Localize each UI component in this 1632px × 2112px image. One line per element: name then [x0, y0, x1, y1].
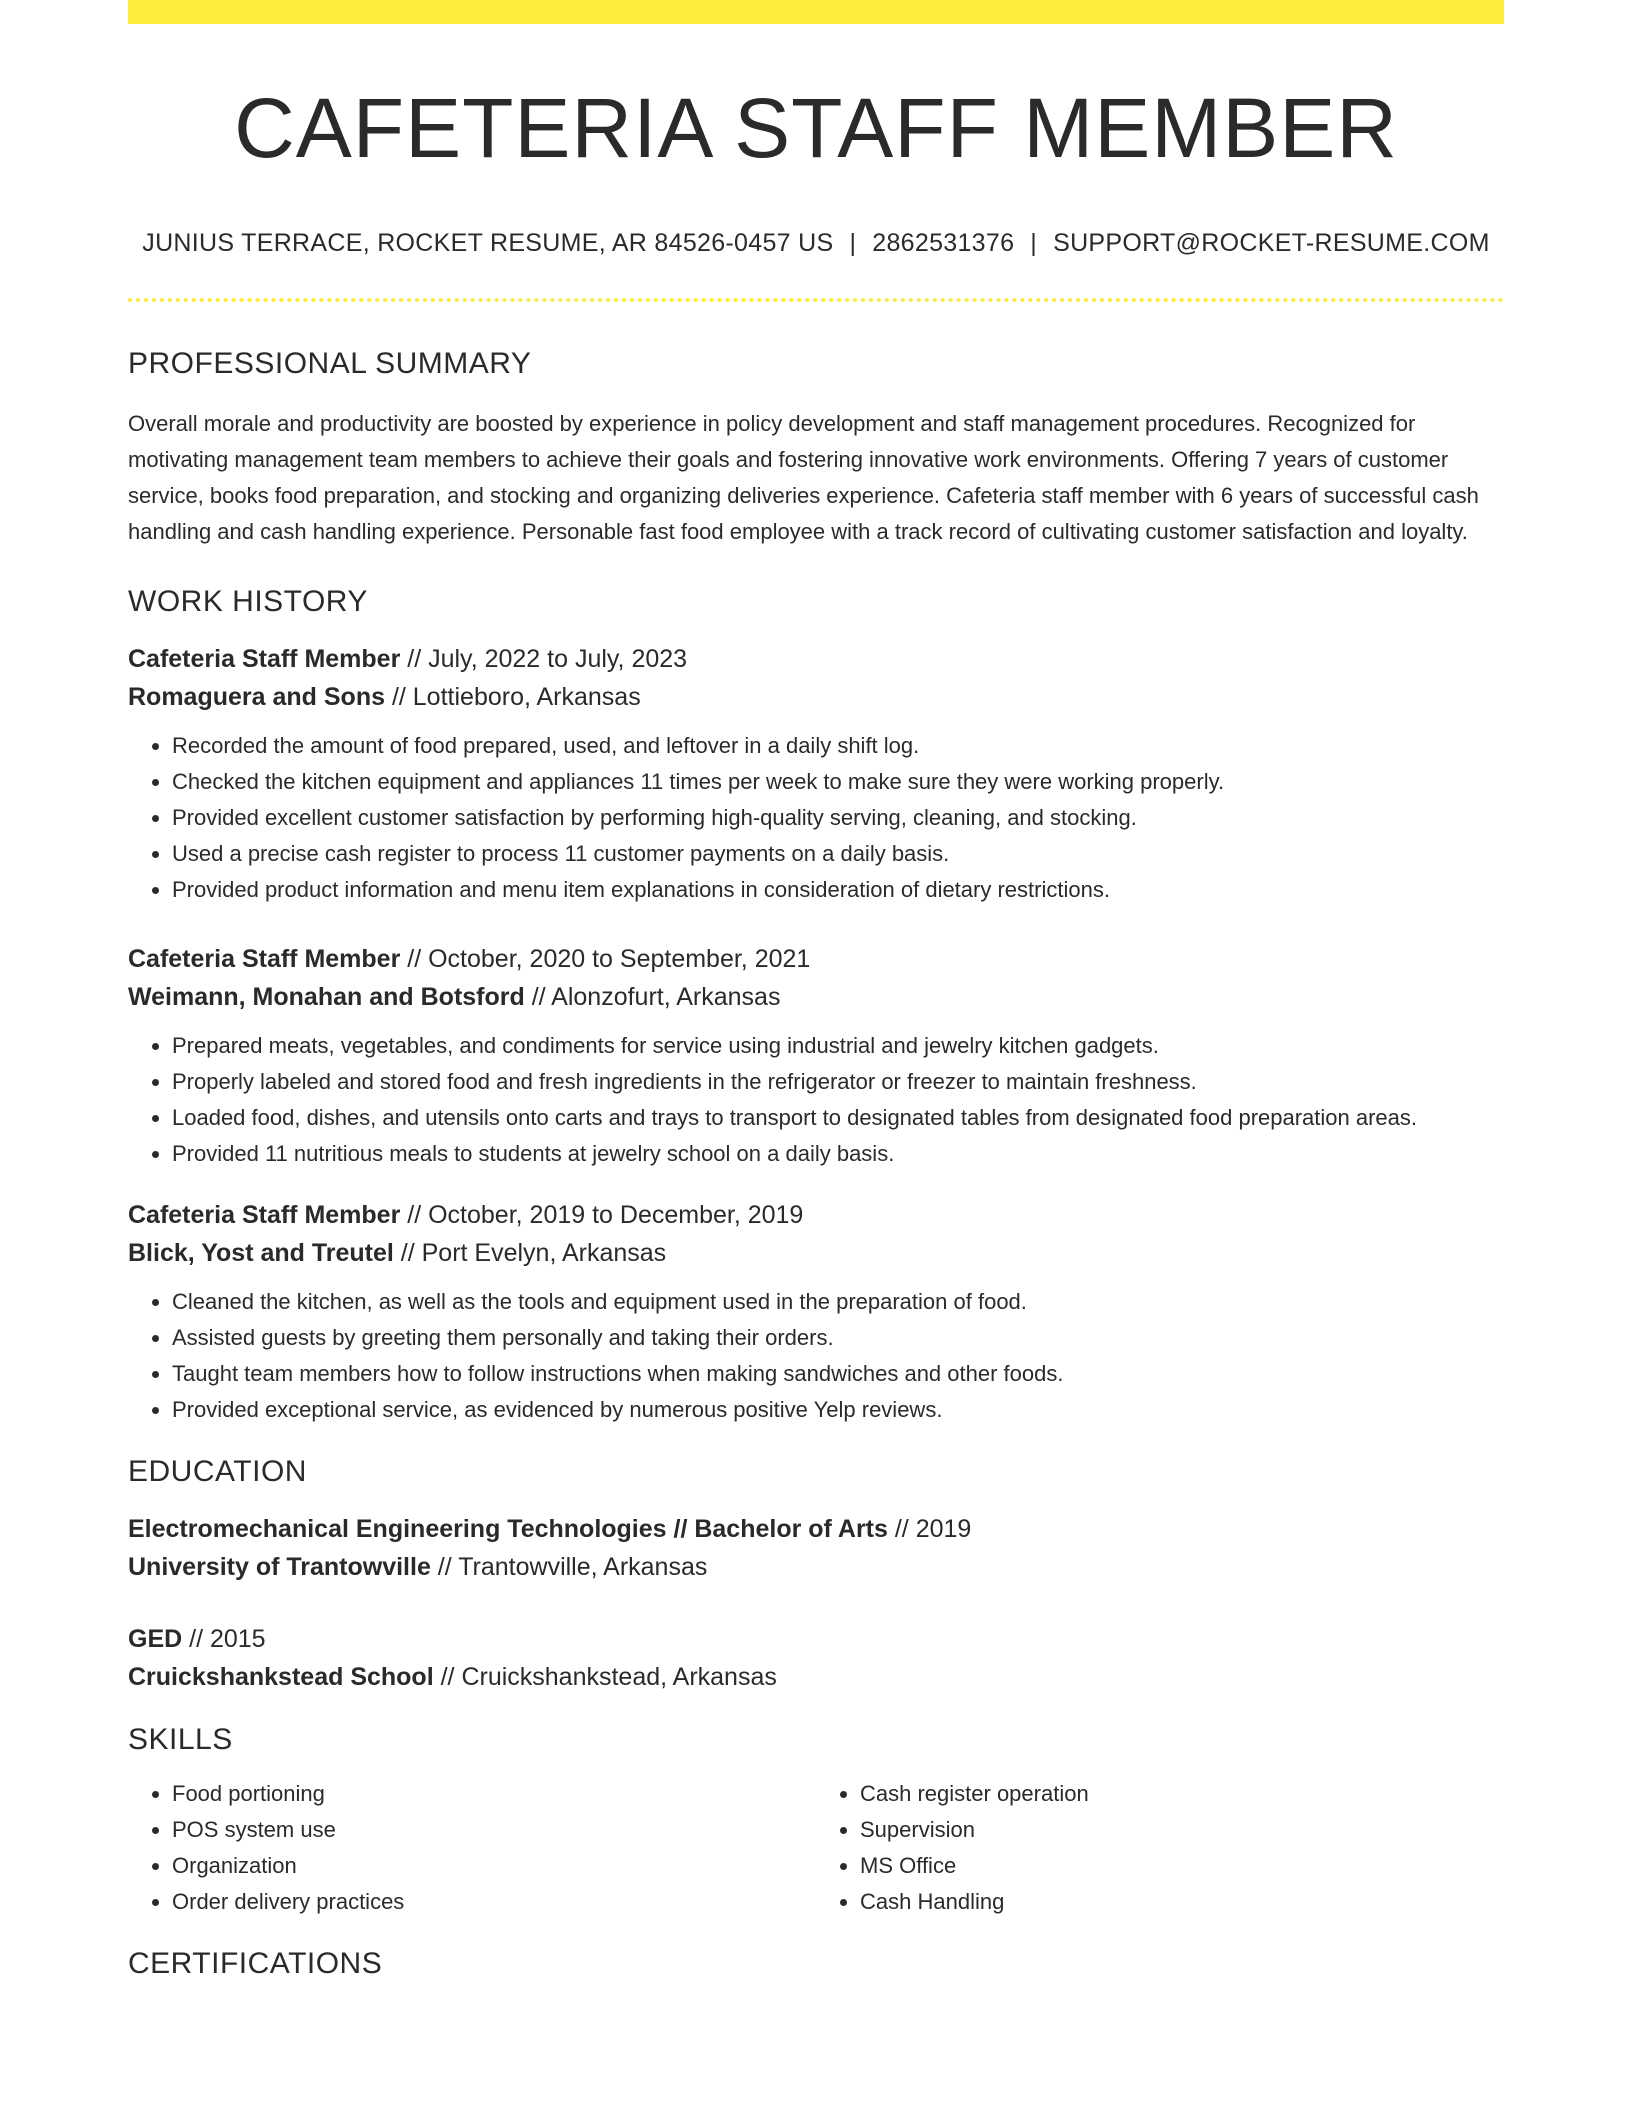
contact-line	[128, 228, 1504, 258]
job-company: Blick, Yost and Treutel	[128, 1239, 394, 1268]
list-item: • Provided 11 nutritious meals to students at jewelry school on a daily basis.	[172, 1136, 1504, 1172]
education-year: // 2019	[887, 1515, 972, 1544]
education-entry	[128, 1510, 1504, 1586]
certifications-title: CERTIFICATIONS	[128, 1947, 383, 1981]
job-dates: // October, 2020 to September, 2021	[400, 945, 811, 974]
skill-item: • Organization	[172, 1848, 816, 1884]
list-item: • Loaded food, dishes, and utensils onto carts and trays to transport to designated tables from designated food preparation areas.	[172, 1100, 1504, 1136]
list-item: • Provided excellent customer satisfaction by performing high-quality serving, cleaning, and stocking.	[172, 800, 1504, 836]
skill-item: • Supervision	[860, 1812, 1504, 1848]
summary-text: Overall morale and productivity are boosted by experience in policy development and staff management procedures. Recognized for motivating management team members to achieve their goals and fostering innovative work environments. Offering 7 years of customer service, books food preparation, and stocking and organizing deliveries experience. Cafeteria staff member with 6 years of successful cash handling and cash handling experience. Personable fast food employee with a track record of cultivating customer satisfaction and loyalty.	[128, 411, 1479, 545]
skill-item: • Food portioning	[172, 1776, 816, 1812]
list-item: • Provided exceptional service, as evidenced by numerous positive Yelp reviews.	[172, 1392, 1504, 1428]
skill-item: • Cash register operation	[860, 1776, 1504, 1812]
list-item: • Used a precise cash register to process 11 customer payments on a daily basis.	[172, 836, 1504, 872]
list-item: • Checked the kitchen equipment and appliances 11 times per week to make sure they were working properly.	[172, 764, 1504, 800]
job-dates: // October, 2019 to December, 2019	[400, 1201, 804, 1230]
job-title-line	[128, 940, 1504, 978]
skills-left-list	[128, 1776, 816, 1920]
education-school: Cruickshankstead School	[128, 1663, 434, 1692]
contact-email[interactable]: SUPPORT@ROCKET-RESUME.COM	[1053, 229, 1490, 258]
education-degree-line	[128, 1510, 1504, 1548]
skills-right-list	[816, 1776, 1504, 1920]
accent-top-bar	[128, 0, 1504, 24]
job-bullets	[128, 728, 1504, 908]
contact-phone: 2862531376	[872, 229, 1015, 258]
job-company: Romaguera and Sons	[128, 683, 385, 712]
summary-title: PROFESSIONAL SUMMARY	[128, 347, 532, 381]
education-title: EDUCATION	[128, 1455, 307, 1489]
skill-item: • MS Office	[860, 1848, 1504, 1884]
education-location: // Cruickshankstead, Arkansas	[433, 1663, 777, 1692]
job-company-line	[128, 678, 1504, 716]
job-entry	[128, 940, 1504, 1172]
education-entry	[128, 1620, 1504, 1696]
job-location: // Lottieboro, Arkansas	[385, 683, 641, 712]
job-location: // Alonzofurt, Arkansas	[524, 983, 781, 1012]
contact-address: JUNIUS TERRACE, ROCKET RESUME, AR 84526-0457 US	[142, 229, 834, 258]
list-item: • Assisted guests by greeting them personally and taking their orders.	[172, 1320, 1504, 1356]
work-history-title: WORK HISTORY	[128, 585, 368, 619]
education-degree: GED	[128, 1625, 183, 1654]
contact-separator: |	[1030, 229, 1038, 258]
list-item: • Recorded the amount of food prepared, used, and leftover in a daily shift log.	[172, 728, 1504, 764]
education-school-line	[128, 1548, 1504, 1586]
list-item: • Cleaned the kitchen, as well as the tools and equipment used in the preparation of food.	[172, 1284, 1504, 1320]
job-company-line	[128, 1234, 1504, 1272]
contact-separator: |	[849, 229, 857, 258]
list-item: • Properly labeled and stored food and fresh ingredients in the refrigerator or freezer to maintain freshness.	[172, 1064, 1504, 1100]
list-item: • Prepared meats, vegetables, and condiments for service using industrial and jewelry kitchen gadgets.	[172, 1028, 1504, 1064]
job-role: Cafeteria Staff Member	[128, 1201, 401, 1230]
resume-page	[128, 0, 1504, 1982]
skills-columns	[128, 1776, 1504, 1920]
education-degree: Electromechanical Engineering Technologies // Bachelor of Arts	[128, 1515, 888, 1544]
skill-item: • Cash Handling	[860, 1884, 1504, 1920]
skills-title: SKILLS	[128, 1723, 233, 1757]
job-role: Cafeteria Staff Member	[128, 945, 401, 974]
skill-item: • Order delivery practices	[172, 1884, 816, 1920]
list-item: • Taught team members how to follow instructions when making sandwiches and other foods.	[172, 1356, 1504, 1392]
job-company: Weimann, Monahan and Botsford	[128, 983, 525, 1012]
education-year: // 2015	[182, 1625, 266, 1654]
job-location: // Port Evelyn, Arkansas	[393, 1239, 667, 1268]
job-entry	[128, 640, 1504, 908]
list-item: • Provided product information and menu item explanations in consideration of dietary restrictions.	[172, 872, 1504, 908]
job-title-line	[128, 640, 1504, 678]
education-degree-line	[128, 1620, 1504, 1658]
job-dates: // July, 2022 to July, 2023	[400, 645, 688, 674]
education-school-line	[128, 1658, 1504, 1696]
education-location: // Trantowville, Arkansas	[430, 1553, 708, 1582]
dotted-divider	[128, 298, 1504, 302]
skill-item: • POS system use	[172, 1812, 816, 1848]
job-title-line	[128, 1196, 1504, 1234]
job-bullets	[128, 1284, 1504, 1428]
education-school: University of Trantowville	[128, 1553, 431, 1582]
resume-name: CAFETERIA STAFF MEMBER	[234, 81, 1398, 175]
job-entry	[128, 1196, 1504, 1428]
job-bullets	[128, 1028, 1504, 1172]
job-role: Cafeteria Staff Member	[128, 645, 401, 674]
job-company-line	[128, 978, 1504, 1016]
